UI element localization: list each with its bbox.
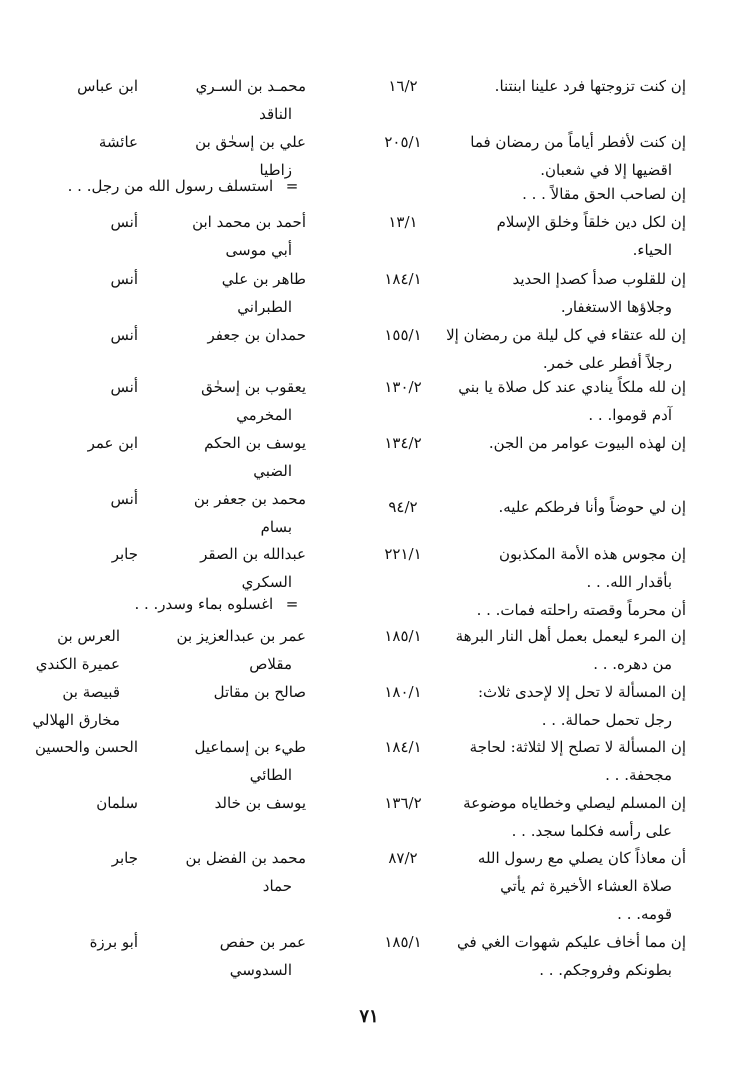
companion: أنس [110, 378, 138, 396]
companion: سلمان [96, 794, 138, 812]
hadith-text: إن المسلم ليصلي وخطاياه موضوعة على رأسه فكلما سجد. . . [463, 794, 686, 840]
hadith-text: إن لله عتقاء في كل ليلة من رمضان إلا رجلاً أفطر على خمر. [446, 326, 686, 372]
companion: جابر [111, 545, 138, 563]
narrator: طيء بن إسماعيل الطائي [194, 738, 306, 784]
companion: أنس [110, 270, 138, 288]
cross-reference [28, 590, 306, 618]
companion: أنس [110, 490, 138, 508]
volume-page-ref: ١٣٤/٢ [384, 434, 422, 452]
narrator: طاهر بن علي الطبراني [221, 270, 306, 316]
hadith-text: إن كنت تزوجتها فرد علينا ابنتنا. [494, 77, 686, 95]
hadith-text: أن معاذاً كان يصلي مع رسول الله صلاة العشاء الأخيرة ثم يأتي قومه. . . [477, 849, 686, 923]
volume-page-ref: ١٣/١ [388, 213, 418, 231]
narrator: محمد بن جعفر بن بسام [193, 490, 306, 536]
narrator: عمر بن عبدالعزيز بن مقلاص [176, 627, 306, 673]
narrator: يوسف بن الحكم الضبي [204, 434, 306, 480]
narrator: أحمد بن محمد ابن أبي موسى [192, 213, 306, 259]
companion: أنس [110, 213, 138, 231]
narrator: يوسف بن خالد [214, 794, 306, 812]
hadith-text: إن للقلوب صدأ كصدإ الحديد وجلاؤها الاستغفار. [512, 270, 686, 316]
volume-page-ref: ١٨٤/١ [384, 738, 422, 756]
hadith-text: أن محرماً وقصته راحلته فمات. . . [476, 601, 686, 619]
narrator: حمدان بن جعفر [207, 326, 306, 344]
narrator: علي بن إسحٰق بن زاطيا [195, 133, 306, 179]
cross-reference-text: استسلف رسول الله من رجل. . . [67, 177, 274, 195]
hadith-text: إن المسألة لا تصلح إلا لثلاثة: لحاجة مجحفة. . . [469, 738, 686, 784]
narrator: يعقوب بن إسحٰق المخرمي [201, 378, 306, 424]
volume-page-ref: ١٨٥/١ [384, 627, 422, 645]
volume-page-ref: ١٨٥/١ [384, 933, 422, 951]
volume-page-ref: ١٣٠/٢ [384, 378, 422, 396]
volume-page-ref: ١٥٥/١ [384, 326, 422, 344]
volume-page-ref: ٨٧/٢ [388, 849, 418, 867]
volume-page-ref: ١٦/٢ [388, 77, 418, 95]
companion: العرس بن عميرة الكندي [35, 627, 120, 673]
hadith-text: إن مجوس هذه الأمة المكذبون بأقدار الله. . . [499, 545, 686, 591]
cross-reference-text: اغسلوه بماء وسدر. . . [134, 595, 274, 613]
hadith-text: إن لي حوضاً وأنا فرطكم عليه. [498, 498, 686, 516]
companion: ابن عباس [77, 77, 138, 95]
volume-page-ref: ٩٤/٢ [388, 498, 418, 516]
narrator: محمد بن الفضل بن حماد [185, 849, 306, 895]
hadith-text: إن المسألة لا تحل إلا لإحدى ثلاث: رجل تحمل حمالة. . . [477, 683, 686, 729]
same-as-symbol: = [285, 177, 299, 195]
companion: ابن عمر [87, 434, 138, 452]
companion: الحسن والحسين [35, 738, 138, 756]
companion: أنس [110, 326, 138, 344]
companion: قبيصة بن مخارق الهلالي [32, 683, 120, 729]
narrator: صالح بن مقاتل [213, 683, 306, 701]
volume-page-ref: ١٨٠/١ [384, 683, 422, 701]
same-as-symbol: = [285, 595, 299, 613]
companion: عائشة [98, 133, 138, 151]
hadith-text: إن كنت لأفطر أياماً من رمضان فما اقضيها إلا في شعبان. [470, 133, 686, 179]
hadith-text: إن المرء ليعمل بعمل أهل النار البرهة من دهره. . . [455, 627, 686, 673]
narrator: عبدالله بن الصقر السكري [200, 545, 306, 591]
page-number: ٧١ [359, 1006, 379, 1027]
cross-reference [28, 172, 306, 200]
hadith-text: إن لله ملكاً ينادي عند كل صلاة يا بني آدم قوموا. . . [458, 378, 686, 424]
volume-page-ref: ١٣٦/٢ [384, 794, 422, 812]
hadith-text: إن لصاحب الحق مقالاً . . . [522, 185, 686, 203]
companion: أبو برزة [89, 933, 138, 951]
volume-page-ref: ٢٠٥/١ [384, 133, 422, 151]
companion: جابر [111, 849, 138, 867]
hadith-text: إن لكل دين خلقاً وخلق الإسلام الحياء. [496, 213, 686, 259]
volume-page-ref: ٢٢١/١ [384, 545, 422, 563]
narrator: محمـد بن السـري الناقد [195, 77, 306, 123]
hadith-text: إن مما أخاف عليكم شهوات الغي في بطونكم وفروجكم. . . [456, 933, 686, 979]
hadith-text: إن لهذه البيوت عوامر من الجن. [488, 434, 686, 452]
volume-page-ref: ١٨٤/١ [384, 270, 422, 288]
narrator: عمر بن حفص السدوسي [219, 933, 306, 979]
